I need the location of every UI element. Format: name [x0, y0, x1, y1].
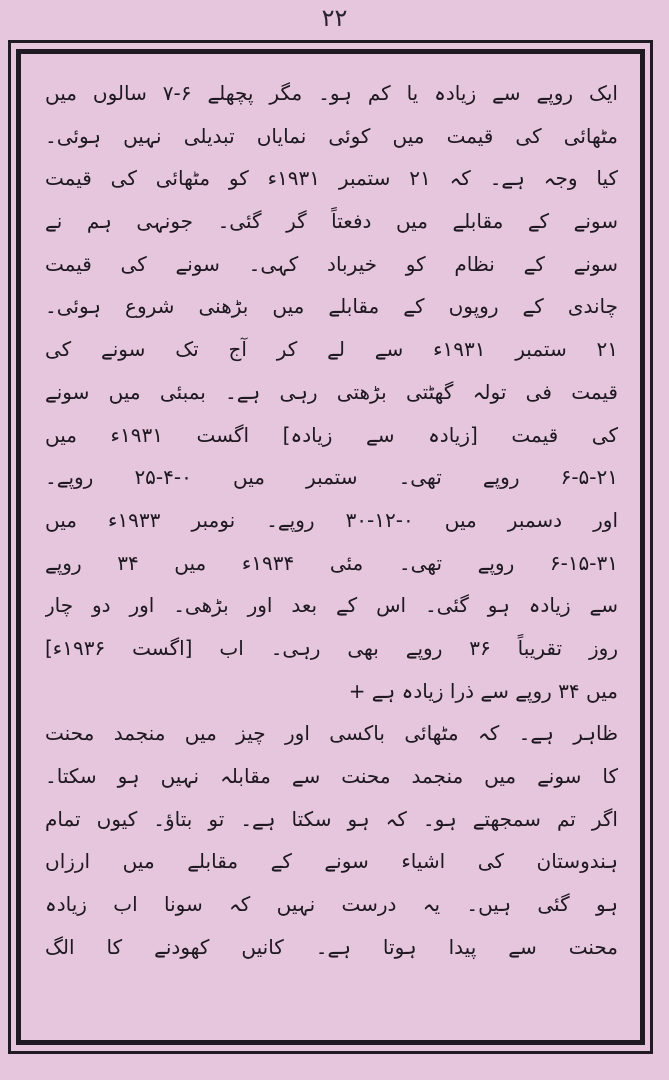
text-line: قیمت فی تولہ گھٹتی بڑھتی رہی ہے۔ بمبئی میں سونے — [45, 379, 618, 404]
text-line: اور دسمبر میں ۰-۱۲-۳۰ روپے۔ نومبر ۱۹۳۳ء میں — [45, 507, 618, 532]
text-line: ظاہر ہے۔ کہ مٹھائی باکسی اور چیز میں منجمد محنت — [45, 721, 618, 746]
text-line: کا سونے میں منجمد محنت سے مقابلہ نہیں ہو سکتا۔ — [45, 764, 618, 788]
text-line: ۶-۱۵-۳۱ روپے تھی۔ مئی ۱۹۳۴ء میں ۳۴ روپے — [45, 550, 618, 575]
text-line: چاندی کے روپوں کے مقابلے میں بڑھنی شروع ہوئی۔ — [45, 294, 618, 319]
text-line: سونے کے مقابلے میں دفعتاً گر گئی۔ جونہی ہم نے — [45, 209, 618, 234]
text-line: ہندوستان کی اشیاء سونے کے مقابلے میں ارزاں — [45, 849, 618, 874]
text-line: سونے کے نظام کو خیرباد کہی۔ سونے کی قیمت — [45, 251, 618, 276]
text-line: کیا وجہ ہے۔ کہ ۲۱ ستمبر ۱۹۳۱ء کو مٹھائی کی قیمت — [45, 166, 618, 191]
text-line: اگر تم سمجھتے ہو۔ کہ ہو سکتا ہے۔ تو بتاؤ۔ کیوں تمام — [45, 806, 618, 831]
body-text — [45, 72, 618, 1026]
text-line: روز تقریباً ۳۶ روپے بھی رہی۔ اب [اگست ۱۹۳۶ء] — [45, 635, 618, 660]
text-line: کی قیمت [زیادہ سے زیادہ] اگست ۱۹۳۱ء میں — [45, 422, 618, 447]
text-line: ۲۱ ستمبر ۱۹۳۱ء سے لے کر آج تک سونے کی — [45, 337, 618, 362]
text-line: مٹھائی کی قیمت میں کوئی نمایاں تبدیلی نہیں ہوئی۔ — [45, 123, 618, 148]
page-border-inner — [16, 49, 645, 1045]
text-line: ۶-۵-۲۱ روپے تھی۔ ستمبر میں ۰-۴-۲۵ روپے۔ — [45, 465, 618, 490]
page-number: ۲۲ — [321, 4, 348, 32]
text-line: محنت سے پیدا ہوتا ہے۔ کانیں کھودنے کا الگ — [45, 934, 618, 959]
text-line: ایک روپے سے زیادہ یا کم ہو۔ مگر پچھلے ۶-۷ سالوں میں — [45, 81, 618, 105]
text-line: ہو گئی ہیں۔ یہ درست نہیں کہ سونا اب زیادہ — [45, 892, 618, 917]
page-border-outer — [8, 40, 653, 1054]
text-line: سے زیادہ ہو گئی۔ اس کے بعد اور بڑھی۔ اور دو چار — [45, 593, 618, 618]
text-line: میں ۳۴ روپے سے ذرا زیادہ ہے + — [348, 678, 618, 703]
